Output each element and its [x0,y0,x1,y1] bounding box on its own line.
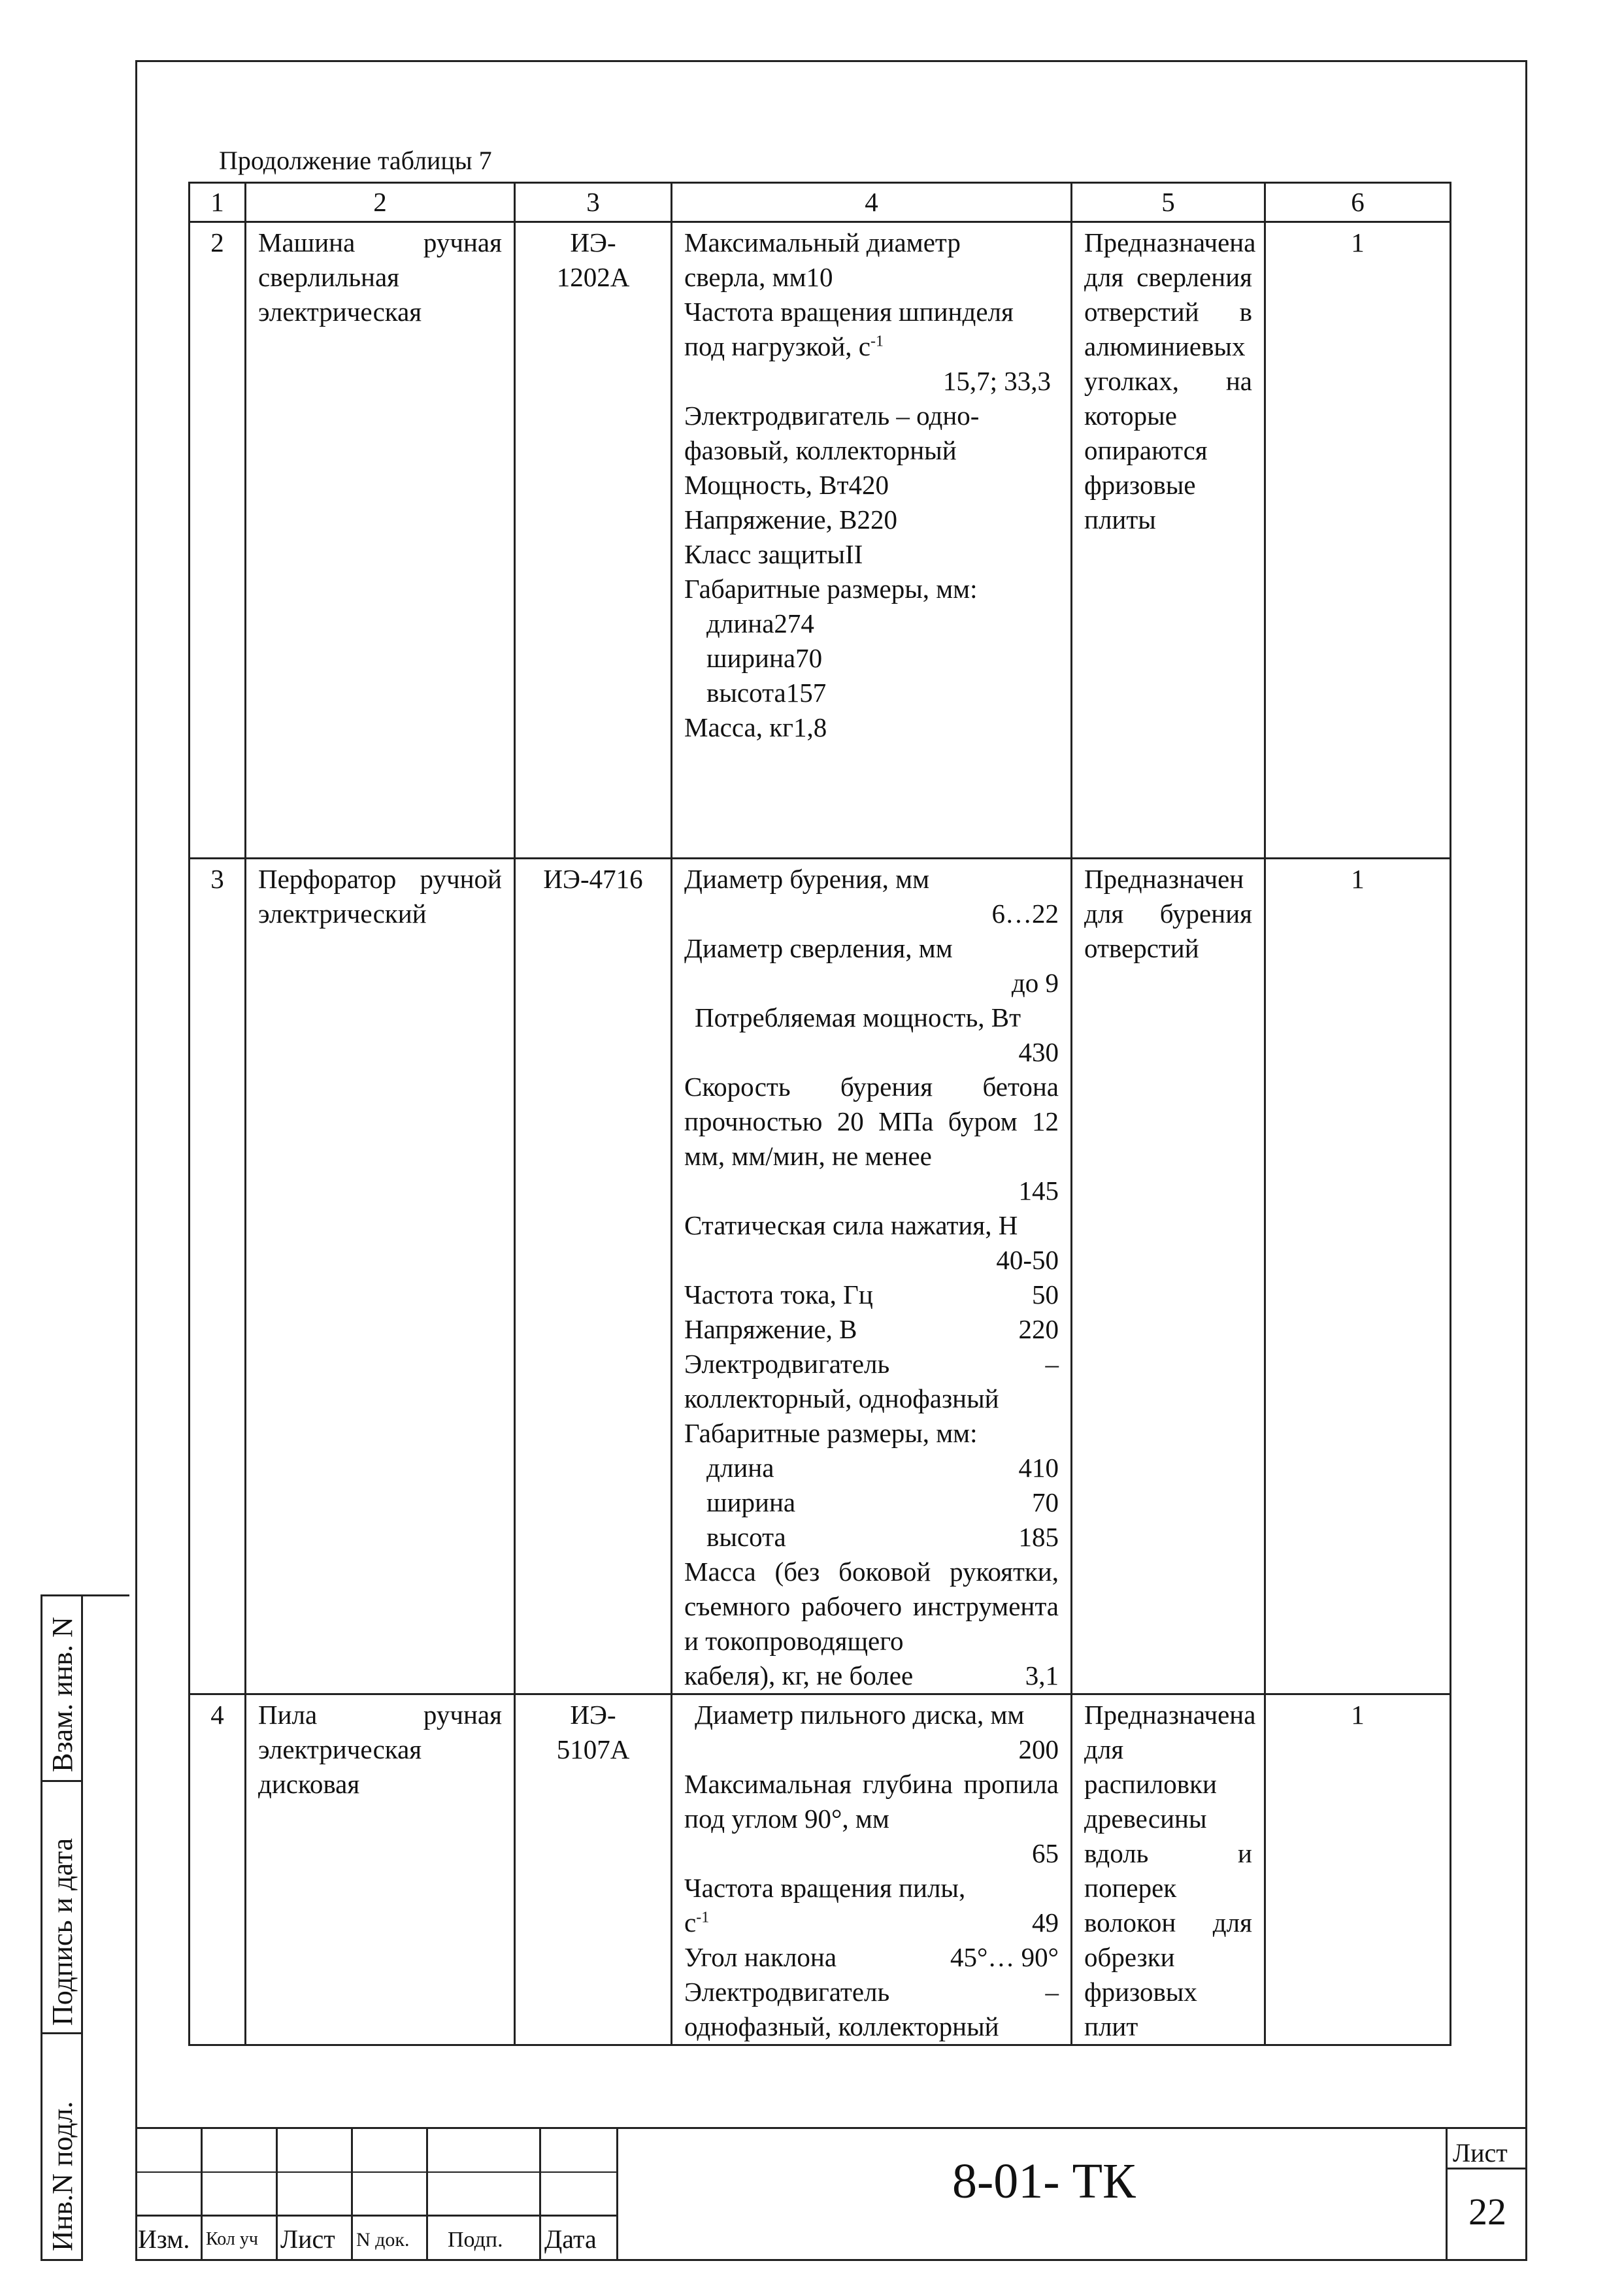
equipment-qty: 1 [1265,859,1451,1694]
header-row [190,183,1451,222]
table-caption: Продолжение таблицы 7 [219,146,492,175]
header-cell: 4 [672,183,1072,222]
n-dok-label: N док. [356,2229,410,2251]
equipment-qty: 1 [1265,1694,1451,2045]
document-code: 8-01- ТК [952,2154,1136,2209]
table-row [190,859,1451,1694]
equipment-model: ИЭ-4716 [515,859,672,1694]
equipment-name: Машина ручная сверлильная электрическая [246,222,515,859]
equipment-specs: Диаметр бурения, мм 6…22 Диаметр сверления, мм до 9 Потребляемая мощность, Вт 430 Скорость бурения бетона прочностью 20 МПа буром 12 мм, мм/мин, не менее 145 Статическая сила нажатия, Н 40-50 Частота тока, Гц 50 Напряжение, В 220 Электродвигатель – коллекторный, однофазный Габаритные размеры, мм: длина 410 ширина 70 высота 185 Масса (без боковой рукоятки, съемного рабочего инструмента и токопроводящего кабеля), кг, не более 3,1 [672,859,1072,1694]
table-row [190,1694,1451,2045]
sheet-label: Лист [1453,2138,1508,2168]
row-number: 3 [190,859,246,1694]
podpis-data-label: Подпись и дата [46,1838,78,2026]
equipment-purpose: Предназначена для распиловки древесины вдоль и поперек волокон для обрезки фризовых плит [1072,1694,1265,2045]
equipment-table [188,182,1451,2046]
kol-uch-label: Кол уч [206,2229,258,2249]
header-cell: 1 [190,183,246,222]
side-stamp [41,1594,129,2261]
table-row [190,222,1451,859]
title-block [135,2127,1527,2261]
header-cell: 5 [1072,183,1265,222]
equipment-purpose: Предназначен для бурения отверстий [1072,859,1265,1694]
equipment-qty: 1 [1265,222,1451,859]
equipment-purpose: Предназначена для сверления отверстий в алюминиевых уголках, на которые опираются фризовые плиты [1072,222,1265,859]
header-cell: 6 [1265,183,1451,222]
sheet-number: 22 [1468,2190,1506,2233]
row-number: 4 [190,1694,246,2045]
equipment-name: Пила ручная электрическая дисковая [246,1694,515,2045]
equipment-specs: Максимальный диаметр сверла, мм10 Частота вращения шпинделя под нагрузкой, $с^{-1}$ 15,7; 33,3 Электродвигатель – одно- фазовый, коллекторный Мощность, Вт420 Напряжение, В220 Класс защитыII Габаритные размеры, мм: длина274 ширина70 высота157 Масса, кг1,8 [672,222,1072,859]
equipment-specs: Диаметр пильного диска, мм 200 Максимальная глубина пропила под углом 90°, мм 65 Частота вращения пилы, $с^{-1}$ 49 Угол наклона 45°… 90° Электродвигатель – однофазный, коллекторный [672,1694,1072,2045]
podp-label: Подп. [448,2228,503,2252]
izm-label: Изм. [138,2224,190,2254]
header-cell: 3 [515,183,672,222]
vzam-inv-label: Взам. инв. N [46,1617,78,1772]
inv-podl-label: Инв.N подл. [46,2101,78,2251]
row-number: 2 [190,222,246,859]
equipment-model: ИЭ- 5107А [515,1694,672,2045]
header-cell: 2 [246,183,515,222]
equipment-model: ИЭ- 1202А [515,222,672,859]
data-label: Дата [544,2224,597,2254]
list-label: Лист [280,2224,335,2254]
equipment-name: Перфоратор ручной электрический [246,859,515,1694]
